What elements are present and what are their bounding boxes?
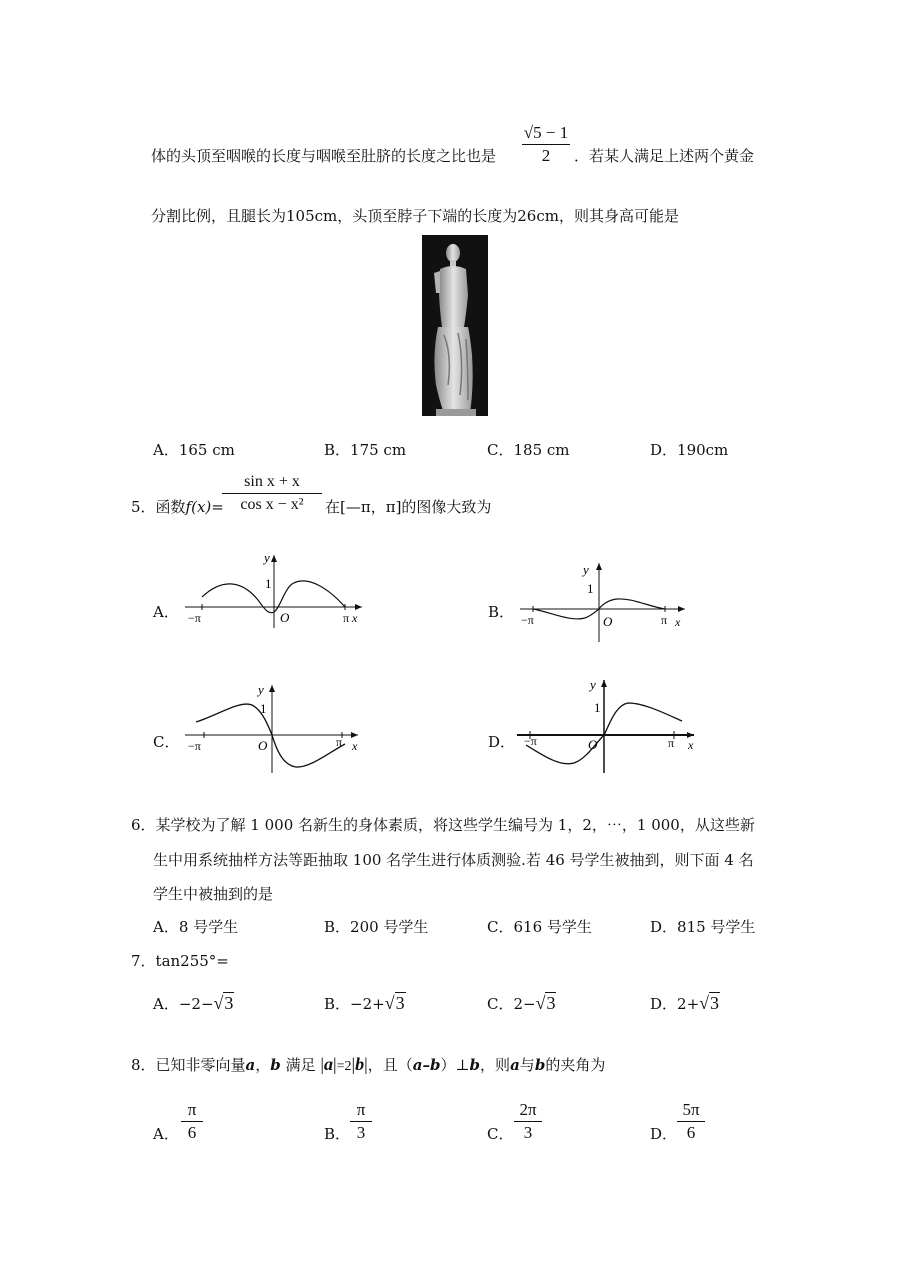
q4-line1-text: 体的头顶至咽喉的长度与咽喉至肚脐的长度之比也是 xyxy=(151,147,497,165)
golden-ratio-fraction xyxy=(522,123,570,166)
graph-c xyxy=(180,680,370,775)
graph-a-origin-label: O xyxy=(280,610,290,625)
graph-a-pi-label: π xyxy=(343,611,350,625)
q5-fraction-bar xyxy=(222,493,322,494)
graph-a-one-label: 1 xyxy=(265,576,272,591)
q8-stem xyxy=(131,1054,605,1077)
q8-mid: ，且（ xyxy=(367,1056,413,1074)
q8-option-d-label: D． xyxy=(650,1125,678,1143)
q8-eq: =2 xyxy=(336,1059,352,1074)
abs-bar-icon: | xyxy=(332,1054,337,1074)
graph-a xyxy=(180,550,370,630)
q4-line2: 分割比例，且腿长为105cm，头顶至脖子下端的长度为26cm，则其身高可能是 xyxy=(151,207,679,225)
q8-abs-a: a xyxy=(323,1054,333,1074)
q6-line1: 6．某学校为了解 1 000 名新生的身体素质，将这些学生编号为 1，2，⋯，1 000，从这些新 xyxy=(131,816,755,834)
graph-a-x-arrow xyxy=(355,604,362,610)
q6-line3: 学生中被抽到的是 xyxy=(153,885,274,903)
q8-angle-a: a xyxy=(510,1056,520,1074)
q8-prefix: 8．已知非零向量 xyxy=(131,1056,246,1074)
q7-option-b xyxy=(324,993,406,1014)
graph-b-x-label: x xyxy=(675,615,681,629)
q8-option-a-label: A． xyxy=(153,1125,179,1143)
q6-option-a: A．8 号学生 xyxy=(153,918,239,936)
q8-option-c-den: 3 xyxy=(523,1123,533,1142)
q4-option-a: A．165 cm xyxy=(153,441,235,459)
q5-graph-label-c: C． xyxy=(153,733,180,751)
q8-option-d-num: 5π xyxy=(682,1100,700,1119)
q7-stem: 7．tan255°= xyxy=(131,952,229,970)
graph-c-neg-pi-label: −π xyxy=(188,739,201,753)
q5-graph-label-b: B． xyxy=(488,603,515,621)
graph-d-y-label: y xyxy=(590,677,596,692)
q4-option-d: D．190cm xyxy=(650,441,729,459)
sqrt-symbol: √3 xyxy=(213,993,234,1013)
q8-tail: 的夹角为 xyxy=(545,1056,606,1074)
graph-d-origin-label: O xyxy=(588,737,598,752)
q8-option-b-fraction xyxy=(350,1100,372,1143)
q7-option-d-radicand: 3 xyxy=(710,993,720,1013)
q8-then: ，则 xyxy=(480,1056,511,1074)
graph-c-y-label: y xyxy=(258,682,264,697)
graph-b-y-label: y xyxy=(583,562,589,577)
q7-option-d-label: D．2+ xyxy=(650,995,700,1013)
q5-denominator: cos x − x² xyxy=(240,496,304,513)
q8-a-minus-b: a–b xyxy=(412,1056,441,1074)
q7-option-b-radicand: 3 xyxy=(395,993,405,1013)
graph-d-x-label: x xyxy=(688,738,694,752)
q7-option-a-radicand: 3 xyxy=(224,993,234,1013)
q8-perp-b: b xyxy=(469,1056,481,1074)
q7-option-d xyxy=(650,993,720,1014)
q8-option-a-fraction xyxy=(181,1100,203,1143)
graph-c-x-arrow xyxy=(351,732,358,738)
graph-a-neg-pi-label: −π xyxy=(188,611,201,625)
graph-b-x-arrow xyxy=(678,606,685,612)
q6-option-b: B．200 号学生 xyxy=(324,918,429,936)
graph-d-y-arrow xyxy=(601,680,607,687)
q5-fx: f(x)= xyxy=(185,498,224,516)
q8-vector-a: a xyxy=(245,1056,256,1074)
q5-numerator: sin x + x xyxy=(244,473,300,490)
q7-option-a-label: A．−2− xyxy=(153,995,214,1013)
q7-option-c xyxy=(487,993,556,1014)
graph-d-one-label: 1 xyxy=(594,700,601,715)
graph-d xyxy=(512,675,702,775)
q8-option-c-fraction xyxy=(514,1100,542,1143)
fraction-numerator: √5 − 1 xyxy=(523,123,569,142)
q8-option-c-label: C． xyxy=(487,1125,514,1143)
q5-function-fraction xyxy=(222,472,322,515)
q7-option-a xyxy=(153,993,234,1014)
graph-c-pi-label: π xyxy=(336,735,343,749)
graph-c-curve xyxy=(196,704,345,767)
q8-angle-b: b xyxy=(534,1056,546,1074)
q4-option-c: C．185 cm xyxy=(487,441,570,459)
sqrt-symbol: √3 xyxy=(535,993,556,1013)
q8-and: 与 xyxy=(519,1056,535,1074)
graph-b-one-label: 1 xyxy=(587,581,594,596)
q8-option-c-num: 2π xyxy=(519,1100,537,1119)
graph-b-y-arrow xyxy=(596,563,602,570)
q7-option-b-label: B．−2+ xyxy=(324,995,385,1013)
q4-line1 xyxy=(151,146,496,166)
q8-option-b-den: 3 xyxy=(356,1123,366,1142)
q8-comma: ， xyxy=(255,1056,271,1074)
graph-a-y-label: y xyxy=(264,550,270,565)
graph-b-pi-label: π xyxy=(661,613,668,627)
q5-prefix xyxy=(131,497,224,517)
q4-option-b: B．175 cm xyxy=(324,441,407,459)
q8-option-b-bar xyxy=(350,1121,372,1122)
graph-c-origin-label: O xyxy=(258,738,268,753)
q8-option-b-label: B． xyxy=(324,1125,351,1143)
q8-abs-b: b xyxy=(355,1054,365,1074)
q8-option-d-den: 6 xyxy=(686,1123,696,1142)
q7-option-c-radicand: 3 xyxy=(546,993,556,1013)
q8-option-c-bar xyxy=(514,1121,542,1122)
graph-d-neg-pi-label: −π xyxy=(524,734,537,748)
q5-prefix-text: 5．函数 xyxy=(131,498,186,516)
graph-b xyxy=(515,560,695,645)
q8-satisfy: 满足 xyxy=(280,1056,316,1074)
graph-a-x-label: x xyxy=(352,611,358,625)
q4-line1-tail: ．若某人满足上述两个黄金 xyxy=(574,147,755,165)
q8-option-d-fraction xyxy=(677,1100,705,1143)
graph-c-x-label: x xyxy=(352,739,358,753)
q8-option-a-num: π xyxy=(187,1100,197,1119)
q6-line2: 生中用系统抽样方法等距抽取 100 名学生进行体质测验.若 46 号学生被抽到，则下面 4 名 xyxy=(153,851,754,869)
q8-option-b-num: π xyxy=(356,1100,366,1119)
graph-d-pi-label: π xyxy=(668,736,675,750)
q5-graph-label-d: D． xyxy=(488,733,516,751)
fraction-denominator: 2 xyxy=(541,146,551,165)
sqrt-symbol: √3 xyxy=(699,993,720,1013)
abs-bar-icon: | xyxy=(351,1054,356,1074)
statue-silhouette xyxy=(422,235,488,416)
q8-vector-b: b xyxy=(270,1056,281,1074)
q6-option-d: D．815 号学生 xyxy=(650,918,756,936)
q5-graph-label-a: A． xyxy=(153,603,179,621)
q5-suffix: 在[—π，π]的图像大致为 xyxy=(325,498,492,516)
sqrt-symbol: √3 xyxy=(384,993,405,1013)
abs-bar-icon: | xyxy=(364,1054,368,1074)
graph-c-one-label: 1 xyxy=(260,701,267,716)
q8-perp: ）⊥ xyxy=(440,1056,470,1074)
graph-b-neg-pi-label: −π xyxy=(521,613,534,627)
fraction-bar xyxy=(522,144,570,145)
graph-c-y-arrow xyxy=(269,685,275,692)
q6-option-c: C．616 号学生 xyxy=(487,918,592,936)
q7-option-c-label: C．2− xyxy=(487,995,536,1013)
q8-option-d-bar xyxy=(677,1121,705,1122)
q8-option-a-bar xyxy=(181,1121,203,1122)
graph-a-y-arrow xyxy=(271,555,277,562)
abs-bar-icon: | xyxy=(320,1054,324,1074)
q8-condition xyxy=(320,1054,367,1074)
q8-option-a-den: 6 xyxy=(187,1123,197,1142)
venus-statue-image xyxy=(422,235,488,416)
graph-b-origin-label: O xyxy=(603,614,613,629)
